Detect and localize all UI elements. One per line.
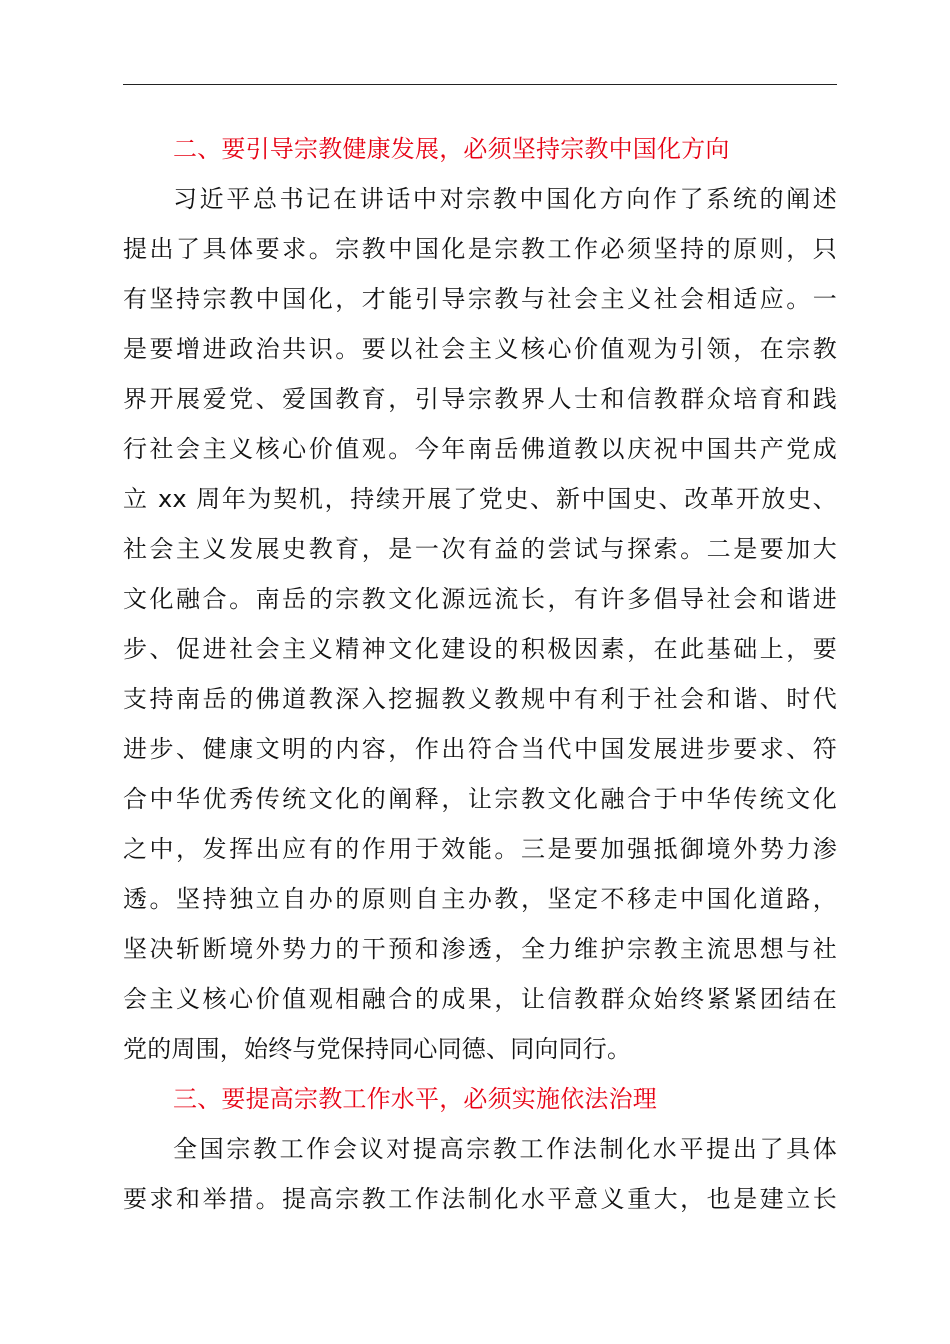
paragraph-line: 行社会主义核心价值观。今年南岳佛道教以庆祝中国共产党成 <box>123 435 837 463</box>
paragraph-line: 之中，发挥出应有的作用于效能。三是要加强抵御境外势力渗 <box>123 835 837 863</box>
paragraph-line: 文化融合。南岳的宗教文化源远流长，有许多倡导社会和谐进 <box>123 585 837 613</box>
document-body <box>123 124 837 1224</box>
paragraph-line: 合中华优秀传统文化的阐释，让宗教文化融合于中华传统文化 <box>123 785 837 813</box>
paragraph-line: 全国宗教工作会议对提高宗教工作法制化水平提出了具体 <box>173 1135 837 1163</box>
paragraph-line: 要求和举措。提高宗教工作法制化水平意义重大，也是建立长 <box>123 1185 837 1213</box>
paragraph-line: 会主义核心价值观相融合的成果，让信教群众始终紧紧团结在 <box>123 985 837 1013</box>
paragraph-line: 提出了具体要求。宗教中国化是宗教工作必须坚持的原则，只 <box>123 235 837 263</box>
paragraph-line: 习近平总书记在讲话中对宗教中国化方向作了系统的阐述 <box>173 185 837 213</box>
paragraph-line: 是要增进政治共识。要以社会主义核心价值观为引领，在宗教 <box>123 335 837 363</box>
section-heading-3: 三、要提高宗教工作水平，必须实施依法治理 <box>173 1085 657 1113</box>
paragraph-line: 有坚持宗教中国化，才能引导宗教与社会主义社会相适应。一 <box>123 285 837 313</box>
paragraph-line: 透。坚持独立自办的原则自主办教，坚定不移走中国化道路， <box>123 885 837 913</box>
section-2-paragraph <box>123 174 837 1074</box>
paragraph-line: 界开展爱党、爱国教育，引导宗教界人士和信教群众培育和践 <box>123 385 837 413</box>
paragraph-line: 进步、健康文明的内容，作出符合当代中国发展进步要求、符 <box>123 735 837 763</box>
section-heading-2: 二、要引导宗教健康发展，必须坚持宗教中国化方向 <box>173 135 730 163</box>
header-rule <box>123 84 837 85</box>
paragraph-line: 支持南岳的佛道教深入挖掘教义教规中有利于社会和谐、时代 <box>123 685 837 713</box>
paragraph-line: 立 xx 周年为契机，持续开展了党史、新中国史、改革开放史、 <box>123 485 837 513</box>
paragraph-line: 坚决斩断境外势力的干预和渗透，全力维护宗教主流思想与社 <box>123 935 837 963</box>
section-3-paragraph <box>123 1124 837 1224</box>
paragraph-line: 社会主义发展史教育，是一次有益的尝试与探索。二是要加大 <box>123 535 837 563</box>
paragraph-line: 党的周围，始终与党保持同心同德、同向同行。 <box>123 1035 632 1063</box>
paragraph-line: 步、促进社会主义精神文化建设的积极因素，在此基础上，要 <box>123 635 837 663</box>
